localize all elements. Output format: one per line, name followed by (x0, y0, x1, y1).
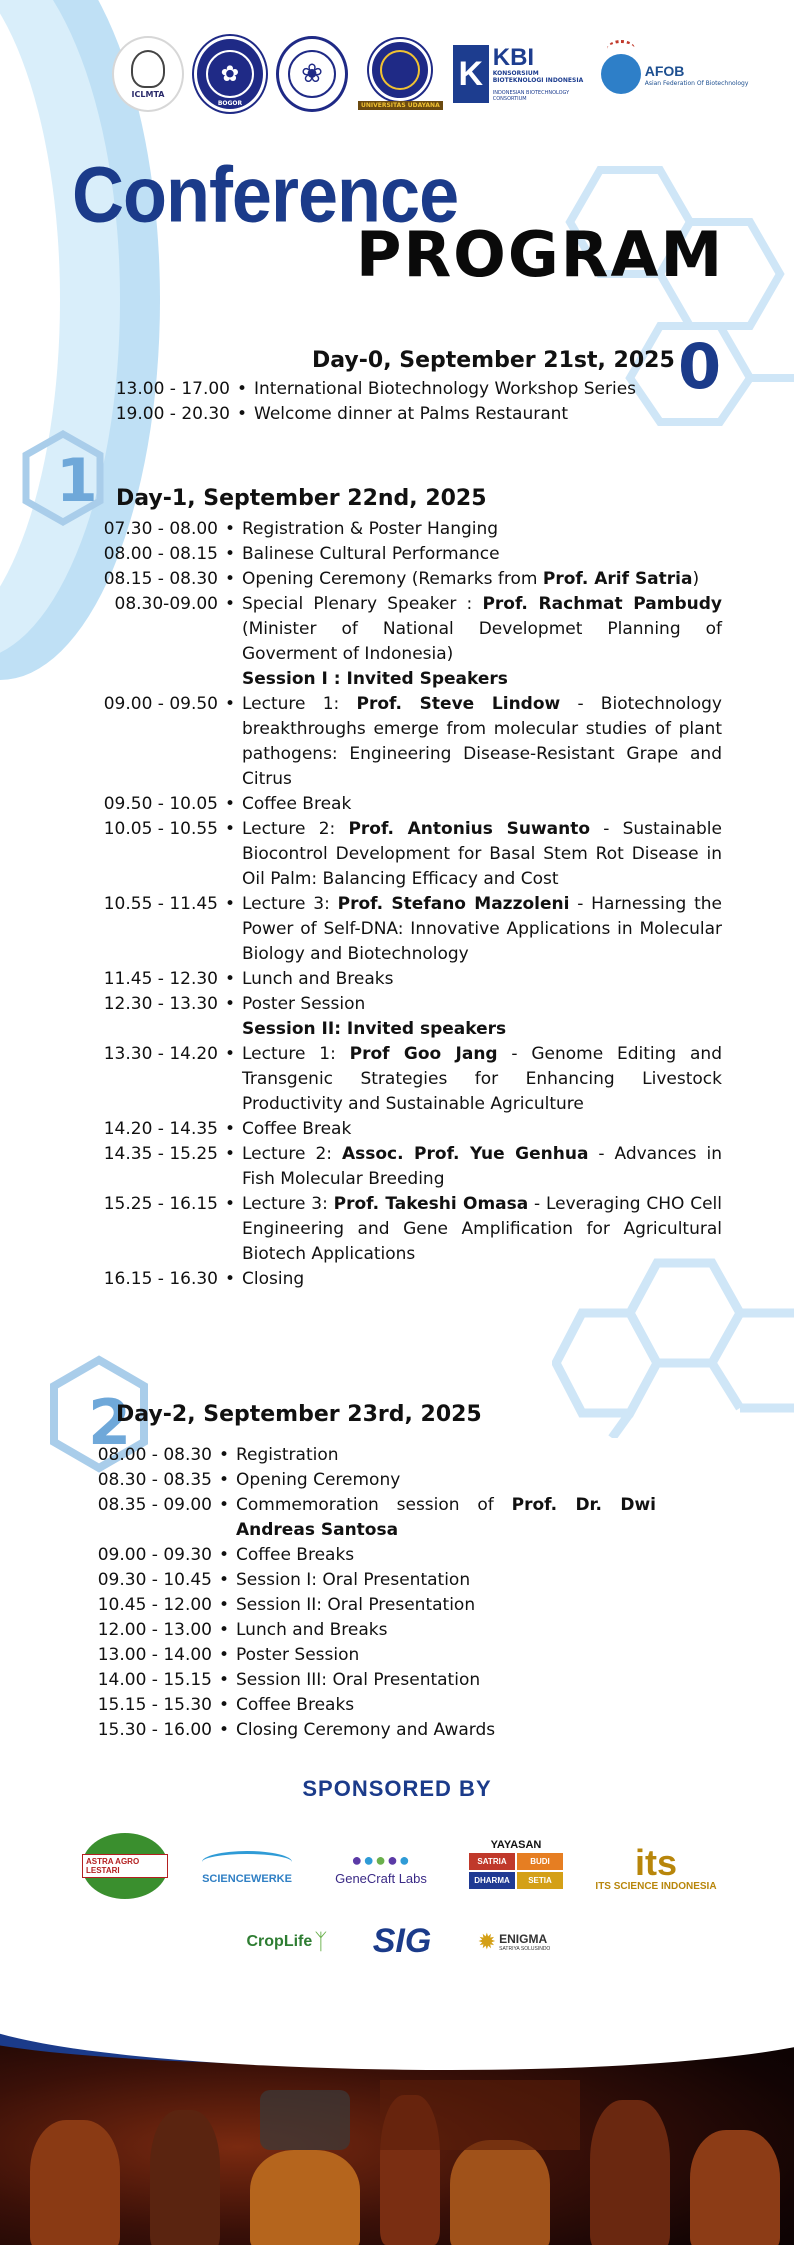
schedule-item (96, 992, 722, 1017)
item-text: Commemoration session of (236, 1495, 512, 1515)
time-slot: 14.35 - 15.25 (103, 1144, 218, 1164)
time-slot: 15.15 - 15.30 (97, 1695, 212, 1715)
item-description (242, 1192, 722, 1267)
afob-logo: AFOB Asian Federation Of Biotechnology (601, 54, 749, 94)
hexagon-motif-middle (552, 1258, 794, 1438)
bullet: • (224, 819, 236, 839)
item-text: Coffee Break (242, 794, 352, 814)
time-slot: 10.05 - 10.55 (103, 819, 218, 839)
session-heading (96, 667, 722, 692)
item-description (242, 1142, 722, 1192)
item-description (236, 1543, 656, 1568)
time-slot: 13.00 - 17.00 (115, 379, 230, 399)
day1-schedule (96, 517, 722, 1292)
schedule-item (96, 1693, 656, 1718)
bullet: • (224, 1119, 236, 1139)
item-text: Opening Ceremony (236, 1470, 401, 1490)
day0-heading: Day-0, September 21st, 2025 (312, 348, 675, 373)
time-slot: 09.00 - 09.50 (103, 694, 218, 714)
item-description (236, 1618, 656, 1643)
schedule-item (96, 567, 722, 592)
item-description (242, 542, 722, 567)
time-slot: 14.00 - 15.15 (97, 1670, 212, 1690)
time-slot: 09.00 - 09.30 (97, 1545, 212, 1565)
bullet: • (236, 404, 248, 424)
schedule-item (96, 517, 722, 542)
speaker-name: Prof. Antonius Suwanto (348, 819, 591, 839)
item-text: Poster Session (236, 1645, 360, 1665)
item-text: (Minister of National Developmet Planning of Goverment of Indonesia) (242, 619, 722, 664)
item-description (242, 592, 722, 667)
schedule-item (96, 1718, 656, 1743)
item-description (236, 1568, 656, 1593)
schedule-item (96, 892, 722, 967)
item-description (242, 967, 722, 992)
iclmta-logo: ICLMTA (112, 36, 184, 112)
schedule-item (96, 1593, 656, 1618)
bullet: • (224, 1044, 236, 1064)
time-slot: 08.35 - 09.00 (97, 1495, 212, 1515)
croplife-logo: CropLife ᛉ (246, 1929, 328, 1954)
ipb-logo: ✿ BOGOR (194, 36, 266, 112)
udayana-logo: UNIVERSITAS UDAYANA (358, 39, 443, 110)
its-science-indonesia-logo: its ITS SCIENCE INDONESIA (595, 1841, 717, 1892)
time-slot: 10.55 - 11.45 (103, 894, 218, 914)
item-text: - Advances in Fish Molecular Breeding (242, 1144, 722, 1189)
time-slot: 08.30-09.00 (114, 594, 218, 614)
speaker-name: Prof. Dr. Dwi Andreas Santosa (236, 1495, 656, 1540)
time-slot: 07.30 - 08.00 (103, 519, 218, 539)
time-slot: 10.45 - 12.00 (97, 1595, 212, 1615)
item-text: - Leveraging CHO Cell Engineering and Gene Amplification for Agricultural Biotech Applications (242, 1194, 722, 1264)
item-description (242, 792, 722, 817)
bullet: • (218, 1570, 230, 1590)
time-slot: 15.30 - 16.00 (97, 1720, 212, 1740)
schedule-item (96, 592, 722, 667)
item-text: Lunch and Breaks (242, 969, 394, 989)
time-slot: 09.50 - 10.05 (103, 794, 218, 814)
item-text: Lecture 3: (242, 1194, 334, 1214)
schedule-item (96, 1117, 722, 1142)
time-slot: 08.15 - 08.30 (103, 569, 218, 589)
bullet: • (224, 969, 236, 989)
bullet: • (218, 1545, 230, 1565)
item-description (242, 517, 722, 542)
item-text: Lecture 1: (242, 694, 357, 714)
bullet: • (218, 1695, 230, 1715)
schedule-item (96, 1192, 722, 1267)
item-text: Closing Ceremony and Awards (236, 1720, 496, 1740)
bullet: • (218, 1620, 230, 1640)
bullet: • (224, 1194, 236, 1214)
yayasan-logo: YAYASAN SATRIA BUDI DHARMA SETIA (468, 1828, 564, 1900)
third-university-logo: ❀ (276, 36, 348, 112)
item-text: Lecture 3: (242, 894, 338, 914)
time-slot: 16.15 - 16.30 (103, 1269, 218, 1289)
item-description (242, 692, 722, 792)
schedule-item (96, 1643, 656, 1668)
item-text: Welcome dinner at Palms Restaurant (254, 404, 569, 424)
schedule-item (96, 1493, 656, 1543)
item-text: International Biotechnology Workshop Series (254, 379, 637, 399)
partner-logos (112, 36, 748, 112)
time-slot: 08.30 - 08.35 (97, 1470, 212, 1490)
time-slot: 12.00 - 13.00 (97, 1620, 212, 1640)
item-description (242, 992, 722, 1017)
item-text: - Harnessing the Power of Self-DNA: Innovative Applications in Molecular Biology and Biotechnology (242, 894, 723, 964)
item-text: Session I: Oral Presentation (236, 1570, 471, 1590)
day2-number: 2 (88, 1386, 132, 1459)
item-description (236, 1668, 656, 1693)
bullet: • (224, 544, 236, 564)
day1-number: 1 (56, 446, 98, 516)
astra-agro-lestari-logo: ASTRA AGRO LESTARI (80, 1830, 170, 1902)
schedule-item (96, 692, 722, 792)
time-slot: 13.00 - 14.00 (97, 1645, 212, 1665)
item-text: Coffee Break (242, 1119, 352, 1139)
speaker-name: Prof. Arif Satria (542, 569, 693, 589)
schedule-item (96, 1568, 656, 1593)
item-description (236, 1443, 656, 1468)
item-text: - Biotechnology breakthroughs emerge from molecular studies of plant pathogens: Engineering Disease-Resistant Grape and Citrus (242, 694, 722, 789)
item-text: ) (692, 569, 700, 589)
session-title: Session I : Invited Speakers (242, 669, 508, 689)
time-slot: 12.30 - 13.30 (103, 994, 218, 1014)
item-description (236, 1643, 656, 1668)
item-text: Lecture 1: (242, 1044, 350, 1064)
day2-heading: Day-2, September 23rd, 2025 (116, 1402, 482, 1427)
time-slot: 19.00 - 20.30 (115, 404, 230, 424)
time-slot: 08.00 - 08.30 (97, 1445, 212, 1465)
session-heading (96, 1017, 722, 1042)
speaker-name: Prof. Takeshi Omasa (333, 1194, 529, 1214)
session-title: Session II: Invited speakers (242, 1019, 507, 1039)
speaker-name: Assoc. Prof. Yue Genhua (341, 1144, 589, 1164)
bullet: • (224, 594, 236, 614)
bullet: • (218, 1595, 230, 1615)
bottom-wave-white (0, 1960, 794, 2070)
item-text: Coffee Breaks (236, 1545, 355, 1565)
item-description (236, 1493, 656, 1543)
schedule-item (96, 967, 722, 992)
schedule-item (96, 542, 722, 567)
day0-schedule (110, 377, 670, 427)
item-description (242, 817, 722, 892)
item-text: Lecture 2: (242, 819, 349, 839)
item-text: - Sustainable Biocontrol Development for Basal Stem Rot Disease in Oil Palm: Balancing Efficacy and Cost (242, 819, 722, 889)
item-description (242, 567, 722, 592)
time-slot: 15.25 - 16.15 (103, 1194, 218, 1214)
item-description (242, 1042, 722, 1117)
item-text: Balinese Cultural Performance (242, 544, 500, 564)
item-text: Poster Session (242, 994, 366, 1014)
item-text: Registration & Poster Hanging (242, 519, 499, 539)
item-text: - Genome Editing and Transgenic Strategies for Enhancing Livestock Productivity and Sustainable Agriculture (242, 1044, 722, 1114)
time-slot: 14.20 - 14.35 (103, 1119, 218, 1139)
time-slot: 08.00 - 08.15 (103, 544, 218, 564)
speaker-name: Prof. Rachmat Pambudy (482, 594, 722, 614)
sciencewerke-logo: SCIENCEWERKE (186, 1840, 308, 1896)
bullet: • (218, 1445, 230, 1465)
schedule-item (96, 817, 722, 892)
item-description (254, 402, 670, 427)
sig-logo: SIG (372, 1921, 432, 1960)
item-text: Lunch and Breaks (236, 1620, 388, 1640)
item-text: Registration (236, 1445, 339, 1465)
speaker-name: Prof. Steve Lindow (356, 694, 561, 714)
bullet: • (224, 1144, 236, 1164)
kbi-logo: K KBI KONSORSIUM BIOTEKNOLOGI INDONESIA INDONESIAN BIOTECHNOLOGY CONSORTIUM (453, 45, 591, 103)
program-title: PROGRAM (356, 218, 725, 291)
schedule-item (96, 1142, 722, 1192)
schedule-item (110, 377, 670, 402)
item-text: Session II: Oral Presentation (236, 1595, 476, 1615)
schedule-item (96, 1443, 656, 1468)
item-description (242, 1117, 722, 1142)
speaker-name: Prof Goo Jang (349, 1044, 498, 1064)
bullet: • (236, 379, 248, 399)
bullet: • (218, 1645, 230, 1665)
item-description (254, 377, 670, 402)
schedule-item (96, 792, 722, 817)
schedule-item (96, 1618, 656, 1643)
item-text: Lecture 2: (242, 1144, 342, 1164)
bullet: • (224, 794, 236, 814)
day2-schedule (96, 1443, 656, 1743)
time-slot: 09.30 - 10.45 (97, 1570, 212, 1590)
item-description (236, 1468, 656, 1493)
speaker-name: Prof. Stefano Mazzoleni (337, 894, 570, 914)
day0-number: 0 (678, 330, 722, 403)
bullet: • (224, 1269, 236, 1289)
time-slot: 13.30 - 14.20 (103, 1044, 218, 1064)
bullet: • (224, 569, 236, 589)
schedule-item (96, 1543, 656, 1568)
item-description (236, 1718, 656, 1743)
item-description (236, 1593, 656, 1618)
schedule-item (96, 1042, 722, 1117)
bullet: • (218, 1470, 230, 1490)
bullet: • (218, 1670, 230, 1690)
bullet: • (218, 1720, 230, 1740)
item-text: Session III: Oral Presentation (236, 1670, 481, 1690)
bullet: • (224, 994, 236, 1014)
conference-title: Conference (72, 151, 459, 240)
day1-heading: Day-1, September 22nd, 2025 (116, 486, 487, 511)
genecraft-labs-logo: ●●●●● GeneCraft Labs (335, 1850, 427, 1886)
item-description (236, 1693, 656, 1718)
item-text: Closing (242, 1269, 305, 1289)
bullet: • (224, 519, 236, 539)
schedule-item (96, 1468, 656, 1493)
item-text: Special Plenary Speaker : (242, 594, 483, 614)
sponsored-by-heading: SPONSORED BY (302, 1776, 492, 1801)
item-description (242, 892, 722, 967)
time-slot: 11.45 - 12.30 (103, 969, 218, 989)
enigma-logo: ✹ ENIGMA SATRIYA SOLUSINDO (477, 1929, 551, 1954)
item-text: Coffee Breaks (236, 1695, 355, 1715)
schedule-item (96, 1668, 656, 1693)
schedule-item (110, 402, 670, 427)
bullet: • (224, 894, 236, 914)
item-text: Opening Ceremony (Remarks from (242, 569, 543, 589)
bullet: • (218, 1495, 230, 1515)
bullet: • (224, 694, 236, 714)
